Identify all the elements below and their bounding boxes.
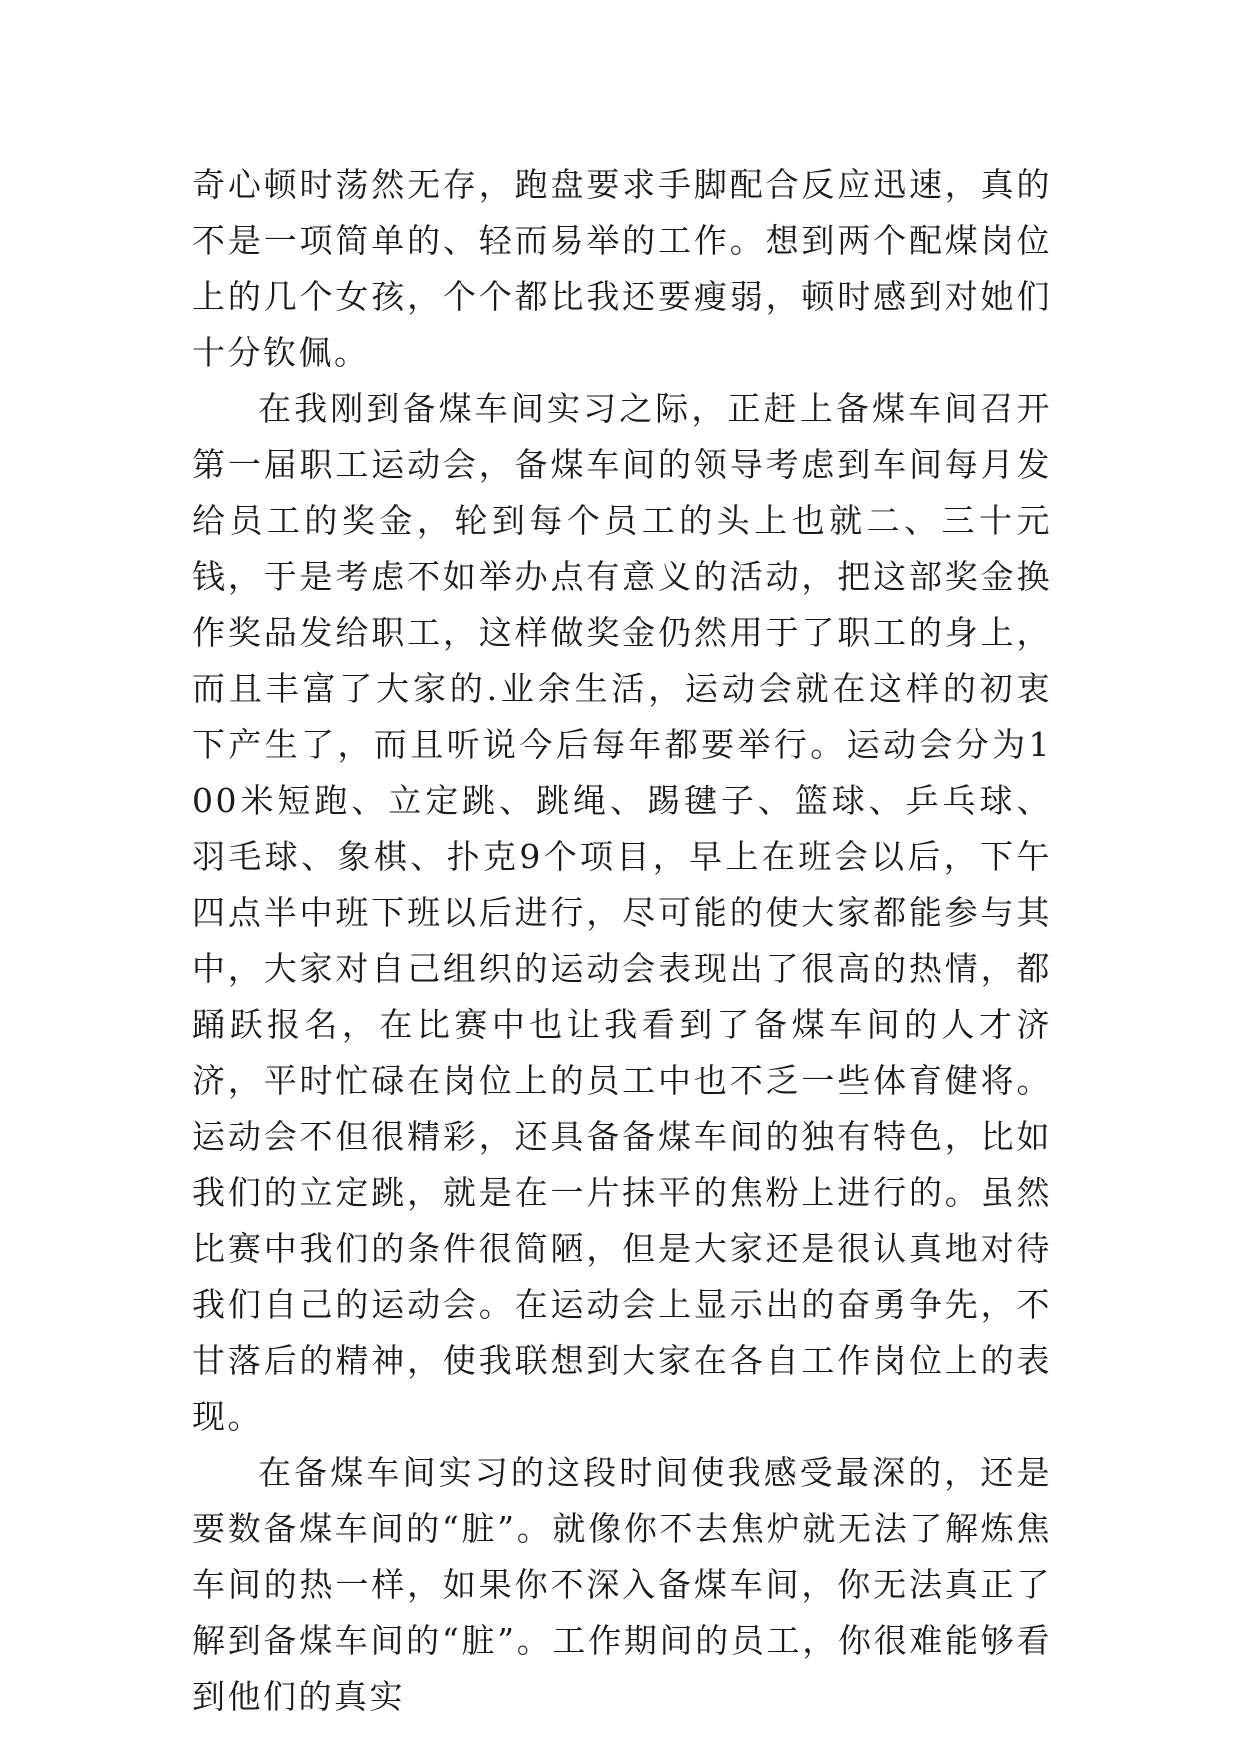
paragraph-1: 奇心顿时荡然无存，跑盘要求手脚配合反应迅速，真的不是一项简单的、轻而易举的工作。想到两个配煤岗位上的几个女孩，个个都比我还要瘦弱，顿时感到对她们十分钦佩。 bbox=[192, 165, 1052, 372]
body-text bbox=[192, 157, 1052, 1725]
paragraph-2: 在我刚到备煤车间实习之际，正赶上备煤车间召开第一届职工运动会，备煤车间的领导考虑到车间每月发给员工的奖金，轮到每个员工的头上也就二、三十元钱，于是考虑不如举办点有意义的活动，把这部奖金换作奖品发给职工，这样做奖金仍然用于了职工的身上，而且丰富了大家的.业余生活，运动会就在这样的初衷下产生了，而且听说今后每年都要举行。运动会分为100米短跑、立定跳、跳绳、踢毽子、篮球、乒乓球、羽毛球、象棋、扑克9个项目，早上在班会以后，下午四点半中班下班以后进行，尽可能的使大家都能参与其中，大家对自己组织的运动会表现出了很高的热情，都踊跃报名，在比赛中也让我看到了备煤车间的人才济济，平时忙碌在岗位上的员工中也不乏一些体育健将。运动会不但很精彩，还具备备煤车间的独有特色，比如我们的立定跳，就是在一片抹平的焦粉上进行的。虽然比赛中我们的条件很简陋，但是大家还是很认真地对待我们自己的运动会。在运动会上显示出的奋勇争先，不甘落后的精神，使我联想到大家在各自工作岗位上的表现。 bbox=[192, 389, 1052, 1436]
paragraph-3: 在备煤车间实习的这段时间使我感受最深的，还是要数备煤车间的“脏”。就像你不去焦炉就无法了解炼焦车间的热一样，如果你不深入备煤车间，你无法真正了解到备煤车间的“脏”。工作期间的员工，你很难能够看到他们的真实 bbox=[192, 1453, 1052, 1716]
